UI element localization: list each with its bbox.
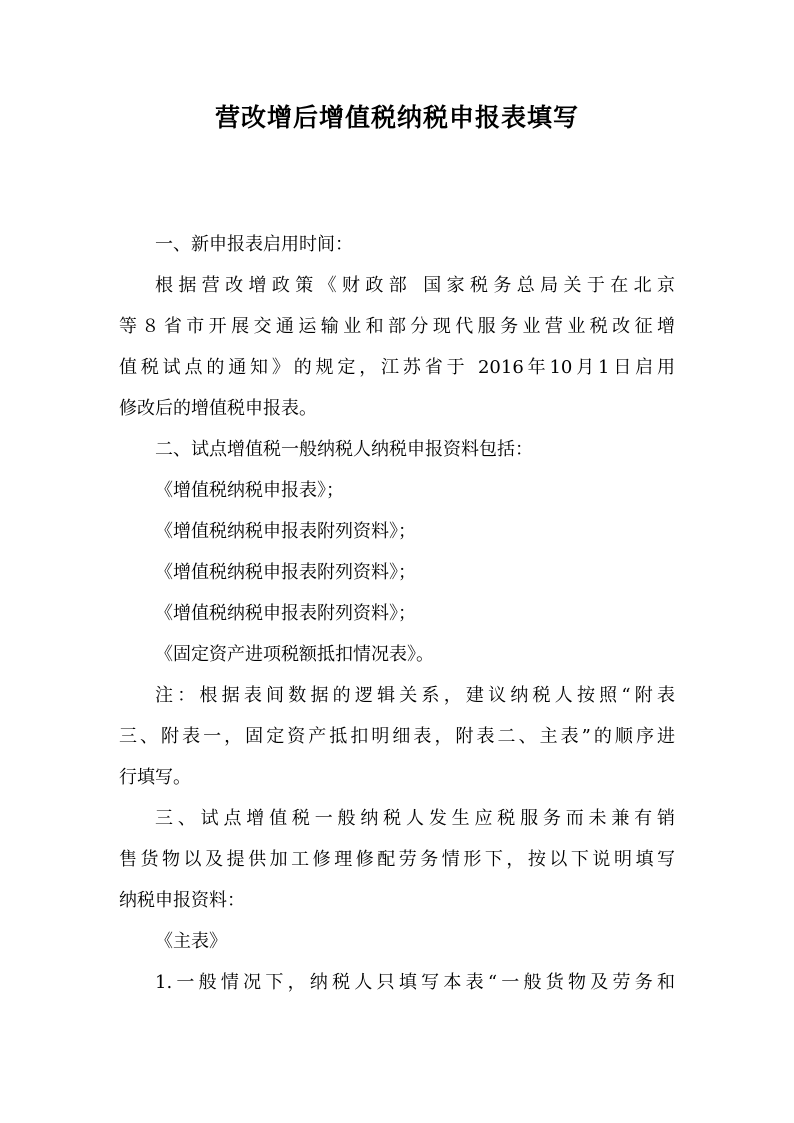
paragraph-line: 1.一般情况下，纳税人只填写本表“一般货物及劳务和 xyxy=(155,972,675,993)
list-item: 《增值税纳税申报表附列资料》； xyxy=(155,603,416,624)
list-item: 《增值税纳税申报表》； xyxy=(155,480,344,501)
document-body xyxy=(119,224,675,1003)
paragraph-line: 值税试点的通知》的规定，江苏省于 2016年10月1日启用 xyxy=(119,357,675,378)
page-title: 营改增后增值税纳税申报表填写 xyxy=(214,103,579,132)
paragraph-line: 根据营改增政策《财政部 国家税务总局关于在北京 xyxy=(155,275,675,296)
note-line: 注：根据表间数据的逻辑关系，建议纳税人按照“附表 xyxy=(155,685,675,706)
list-item: 《固定资产进项税额抵扣情况表》。 xyxy=(155,644,434,665)
paragraph-line: 售货物以及提供加工修理修配劳务情形下，按以下说明填写 xyxy=(119,849,675,870)
note-line: 三、附表一，固定资产抵扣明细表，附表二、主表”的顺序进 xyxy=(119,726,675,747)
paragraph-line: 三、试点增值税一般纳税人发生应税服务而未兼有销 xyxy=(155,808,675,829)
paragraph-line: 等８省市开展交通运输业和部分现代服务业营业税改征增 xyxy=(119,316,675,337)
section-heading-2: 二、试点增值税一般纳税人纳税申报资料包括： xyxy=(155,439,533,460)
subsection-heading: 《主表》 xyxy=(155,931,227,952)
section-heading-1: 一、新申报表启用时间： xyxy=(155,234,353,255)
paragraph-line: 纳税申报资料： xyxy=(119,890,245,911)
note-line: 行填写。 xyxy=(119,767,191,788)
paragraph-line: 修改后的增值税申报表。 xyxy=(119,398,317,419)
list-item: 《增值税纳税申报表附列资料》； xyxy=(155,521,416,542)
list-item: 《增值税纳税申报表附列资料》； xyxy=(155,562,416,583)
